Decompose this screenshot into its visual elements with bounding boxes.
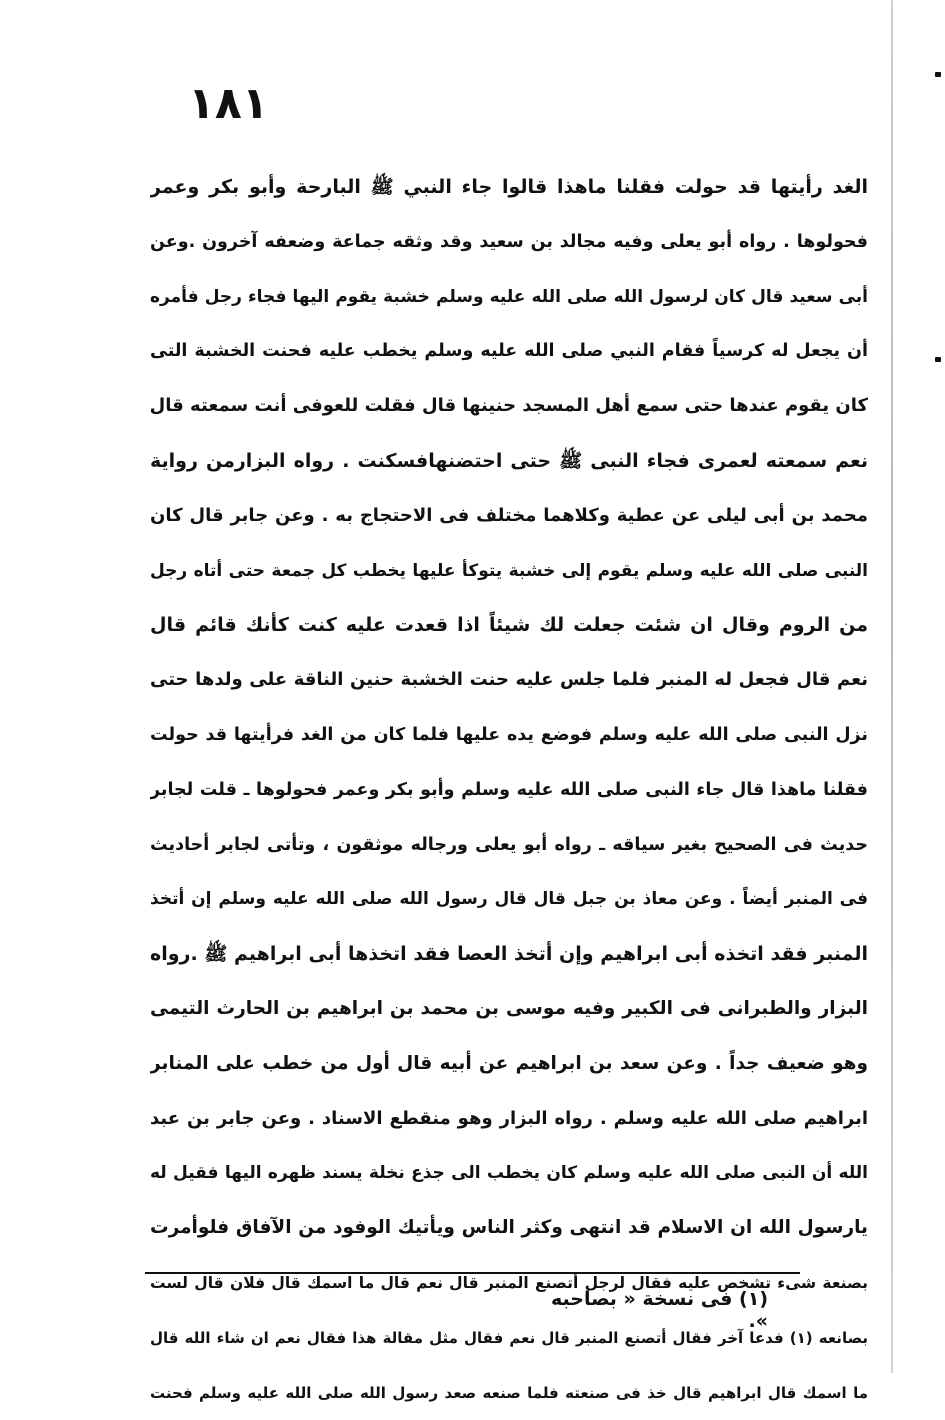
text-line: المنبر فقد اتخذه أبى ابراهيم وإن أتخذ العصا فقد اتخذها أبى ابراهيم ﷺ .رواه xyxy=(150,943,868,966)
edge-mark xyxy=(935,72,941,77)
text-line: من الروم وقال ان شئت جعلت لك شيئاً اذا قعدت عليه كنت كأنك قائم قال xyxy=(150,614,868,637)
text-line: نعم قال فجعل له المنبر فلما جلس عليه حنت الخشبة حنين الناقة على ولدها حتى xyxy=(150,669,868,691)
text-line: فقلنا ماهذا قال جاء النبى صلى الله عليه وسلم وأبو بكر وعمر فحولوها ـ قلت لجابر xyxy=(150,779,868,800)
scan-edge xyxy=(891,0,893,1373)
text-line: وهو ضعيف جداً . وعن سعد بن ابراهيم عن أبيه قال أول من خطب على المنابر xyxy=(150,1052,868,1074)
body-text xyxy=(150,160,868,1420)
text-line: يارسول الله ان الاسلام قد انتهى وكثر الناس ويأتيك الوفود من الآفاق فلوأمرت xyxy=(150,1217,868,1239)
text-line: نعم سمعته لعمرى فجاء النبى ﷺ حتى احتضنهافسكنت . رواه البزارمن رواية xyxy=(150,449,868,472)
footnote: (١) فى نسخة « بصاحبه ». xyxy=(550,1288,768,1332)
text-line: فحولوها . رواه أبو يعلى وفيه مجالد بن سعيد وقد وثقه جماعة وضعفه آخرون .وعن xyxy=(150,231,868,252)
text-line: الغد رأيتها قد حولت فقلنا ماهذا قالوا جاء النبي ﷺ البارحة وأبو بكر وعمر xyxy=(150,176,868,198)
text-line: أبى سعيد قال كان لرسول الله صلى الله عليه وسلم خشبة يقوم اليها فجاء رجل فأمره xyxy=(150,286,868,307)
text-line: حديث فى الصحيح بغير سياقه ـ رواه أبو يعلى ورجاله موثقون ، وتأتى لجابر أحاديث xyxy=(150,834,868,855)
text-line: محمد بن أبى ليلى عن عطية وكلاهما مختلف فى الاحتجاج به . وعن جابر قال كان xyxy=(150,504,868,526)
text-line: النبى صلى الله عليه وسلم يقوم إلى خشبة يتوكأ عليها يخطب كل جمعة حتى أتاه رجل xyxy=(150,560,868,581)
text-line: بصانعه (١) فدعا آخر فقال أتصنع المنبر قال نعم فقال مثل مقالة هذا فقال نعم ان شاء الله قال xyxy=(150,1328,868,1347)
text-line: الله أن النبى صلى الله عليه وسلم كان يخطب الى جذع نخلة يسند ظهره اليها فقيل له xyxy=(150,1163,868,1184)
text-line: البزار والطبرانى فى الكبير وفيه موسى بن محمد بن ابراهيم بن الحارث التيمى xyxy=(150,997,868,1019)
text-line: بصنعة شىء تشخص عليه فقال لرجل أتصنع المنبر قال نعم قال ما اسمك قال فلان قال لست xyxy=(150,1273,868,1292)
footnote-rule xyxy=(145,1272,800,1274)
text-line: فى المنبر أيضاً . وعن معاذ بن جبل قال قال رسول الله صلى الله عليه وسلم إن أتخذ xyxy=(150,889,868,910)
text-line: أن يجعل له كرسياً فقام النبي صلى الله عليه وسلم يخطب عليه فحنت الخشبة التى xyxy=(150,341,868,362)
text-line: ابراهيم صلى الله عليه وسلم . رواه البزار وهو منقطع الاسناد . وعن جابر بن عبد xyxy=(150,1107,868,1129)
text-line: كان يقوم عندها حتى سمع أهل المسجد حنينها قال فقلت للعوفى أنت سمعته قال xyxy=(150,395,868,417)
page-number: ١٨١ xyxy=(188,78,269,129)
text-line: ما اسمك قال ابراهيم قال خذ فى صنعته فلما صنعه صعد رسول الله صلى الله عليه وسلم فحنت xyxy=(150,1383,868,1402)
edge-mark xyxy=(935,357,941,362)
text-line: نزل النبى صلى الله عليه وسلم فوضع يده عليها فلما كان من الغد فرأيتها قد حولت xyxy=(150,724,868,745)
